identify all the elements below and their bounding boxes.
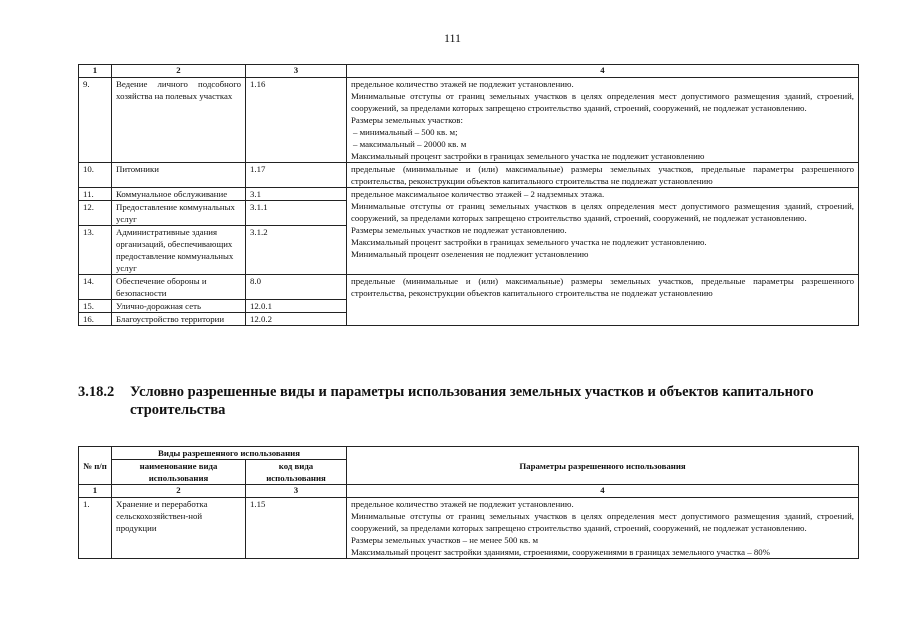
param-line: Минимальный процент озеленения не подлежит установлению bbox=[351, 249, 589, 259]
row-number: 13. bbox=[79, 226, 112, 275]
section-heading bbox=[78, 383, 858, 419]
param-line: Размеры земельных участков: bbox=[351, 115, 463, 125]
use-name: Питомники bbox=[112, 163, 246, 188]
table-row bbox=[79, 163, 859, 188]
use-code: 12.0.2 bbox=[246, 313, 347, 326]
use-name: Улично-дорожная сеть bbox=[112, 300, 246, 313]
use-code: 12.0.1 bbox=[246, 300, 347, 313]
row-number: 15. bbox=[79, 300, 112, 313]
column-numbers-row bbox=[79, 485, 859, 498]
param-line: Максимальный процент застройки в границах земельного участка не подлежит установлению. bbox=[351, 237, 707, 247]
use-name: Ведение личного подсобного хозяйства на полевых участках bbox=[112, 78, 246, 163]
use-name: Административные здания организаций, обеспечивающих предоставление коммунальных услуг bbox=[112, 226, 246, 275]
table-row bbox=[79, 275, 859, 300]
use-code: 3.1 bbox=[246, 188, 347, 201]
section-title-line2: строительства bbox=[130, 402, 226, 418]
permitted-uses-table bbox=[78, 64, 859, 326]
header-number: № п/п bbox=[79, 447, 112, 485]
param-line: Минимальные отступы от границ земельных участков в целях определения мест допустимого размещения зданий, строений, сооружений, за пределами которых запрещено строительство зданий, строений, сооружений, не подлежат установлению. bbox=[351, 201, 854, 223]
use-name: Предоставление коммунальных услуг bbox=[112, 201, 246, 226]
header-row bbox=[79, 447, 859, 460]
param-line: Размеры земельных участков не подлежат установлению. bbox=[351, 225, 567, 235]
col-number: 1 bbox=[79, 485, 112, 498]
use-code: 1.17 bbox=[246, 163, 347, 188]
header-use-code: код вида использования bbox=[246, 460, 347, 485]
use-name: Хранение и переработка сельскохозяйствен-ной продукции bbox=[112, 498, 246, 559]
param-line: Размеры земельных участков – не менее 500 кв. м bbox=[351, 535, 539, 545]
row-number: 14. bbox=[79, 275, 112, 300]
use-code: 3.1.2 bbox=[246, 226, 347, 275]
use-parameters bbox=[347, 498, 859, 559]
col-number: 1 bbox=[79, 65, 112, 78]
col-number: 4 bbox=[347, 65, 859, 78]
param-line: Максимальный процент застройки в границах земельного участка не подлежит установлению bbox=[351, 151, 705, 161]
header-use-types: Виды разрешенного использования bbox=[112, 447, 347, 460]
param-line: Минимальные отступы от границ земельных участков в целях определения мест допустимого размещения зданий, строений, сооружений, за пределами которых запрещено строительство зданий, строений, сооружений, не подлежат установлению. bbox=[351, 511, 854, 533]
use-code: 1.16 bbox=[246, 78, 347, 163]
param-line: предельное количество этажей не подлежит установлению. bbox=[351, 79, 574, 89]
header-parameters: Параметры разрешенного использования bbox=[347, 447, 859, 485]
use-parameters: предельные (минимальные и (или) максимальные) размеры земельных участков, предельные параметры разрешенного строительства, реконструкции объектов капитального строительства не подлежат установлению bbox=[347, 163, 859, 188]
param-line: – максимальный – 20000 кв. м bbox=[353, 139, 467, 149]
use-code: 8.0 bbox=[246, 275, 347, 300]
col-number: 3 bbox=[246, 65, 347, 78]
col-number: 2 bbox=[112, 485, 246, 498]
use-name: Коммунальное обслуживание bbox=[112, 188, 246, 201]
use-name: Обеспечение обороны и безопасности bbox=[112, 275, 246, 300]
row-number: 12. bbox=[79, 201, 112, 226]
section-title-line1: Условно разрешенные виды и параметры использования земельных участков и объектов капитального bbox=[130, 384, 814, 400]
page-number: 111 bbox=[443, 31, 462, 45]
param-line: Максимальный процент застройки зданиями, строениями, сооружениями в границах земельного участка – 80% bbox=[351, 547, 770, 557]
use-parameters bbox=[347, 188, 859, 275]
col-number: 4 bbox=[347, 485, 859, 498]
param-line: Минимальные отступы от границ земельных участков в целях определения мест допустимого размещения зданий, строений, сооружений, за пределами которых запрещено строительство зданий, строений, сооружений, не подлежат установлению. bbox=[351, 91, 854, 113]
use-parameters bbox=[347, 78, 859, 163]
use-code: 3.1.1 bbox=[246, 201, 347, 226]
use-parameters: предельные (минимальные и (или) максимальные) размеры земельных участков, предельные параметры разрешенного строительства, реконструкции объектов капитального строительства не подлежат установлению bbox=[347, 275, 859, 326]
table-row bbox=[79, 188, 859, 201]
use-code: 1.15 bbox=[246, 498, 347, 559]
conditional-uses-table bbox=[78, 446, 859, 559]
col-number: 3 bbox=[246, 485, 347, 498]
table-row bbox=[79, 498, 859, 559]
row-number: 16. bbox=[79, 313, 112, 326]
table-row bbox=[79, 78, 859, 163]
param-line: – минимальный – 500 кв. м; bbox=[353, 127, 458, 137]
use-name: Благоустройство территории bbox=[112, 313, 246, 326]
row-number: 9. bbox=[79, 78, 112, 163]
row-number: 1. bbox=[79, 498, 112, 559]
col-number: 2 bbox=[112, 65, 246, 78]
row-number: 11. bbox=[79, 188, 112, 201]
section-number: 3.18.2 bbox=[78, 384, 115, 400]
header-use-name: наименование вида использования bbox=[112, 460, 246, 485]
param-line: предельное количество этажей не подлежит установлению. bbox=[351, 499, 574, 509]
row-number: 10. bbox=[79, 163, 112, 188]
param-line: предельное максимальное количество этажей – 2 надземных этажа. bbox=[351, 189, 605, 199]
column-numbers-row bbox=[79, 65, 859, 78]
